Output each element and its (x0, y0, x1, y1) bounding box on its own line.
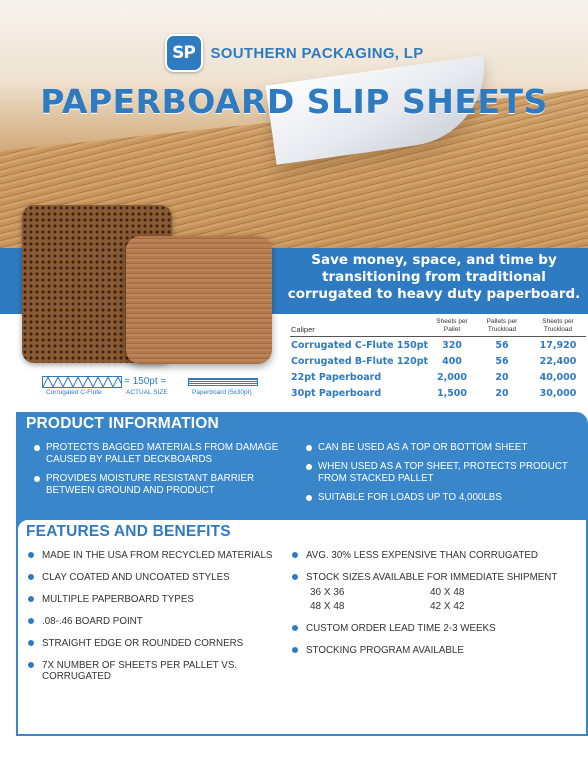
table-cell: 320 (442, 340, 462, 351)
header-sheets-per-truckload: Sheets per Truckload (530, 318, 586, 337)
table-cell: 20 (495, 372, 509, 383)
list-item: STRAIGHT EDGE OR ROUNDED CORNERS (28, 638, 278, 649)
page-title: PAPERBOARD SLIP SHEETS (40, 82, 548, 121)
table-cell: 30,000 (539, 388, 577, 399)
header-pallets-per-truckload: Pallets per Truckload (474, 318, 530, 337)
table-cell: Corrugated B-Flute 120pt (291, 356, 429, 367)
table-row (290, 369, 586, 385)
stock-size: 36 X 36 (310, 587, 345, 598)
table-cell: 22,400 (539, 356, 577, 367)
stock-label: STOCK SIZES AVAILABLE FOR IMMEDIATE SHIPMENT (306, 572, 558, 583)
table-cell: 22pt Paperboard (291, 372, 382, 383)
table-header-row (290, 318, 586, 337)
thickness-comparison (42, 376, 282, 402)
list-item: PROTECTS BAGGED MATERIALS FROM DAMAGE CAUSED BY PALLET DECKBOARDS (34, 442, 296, 466)
table-cell: 56 (495, 356, 509, 367)
list-item: 7X NUMBER OF SHEETS PER PALLET VS. CORRUGATED (28, 660, 278, 682)
header-sheets-per-pallet: Sheets per Pallet (430, 318, 474, 337)
actual-size-caption: ACTUAL SIZE (126, 389, 168, 396)
list-item-stock (292, 572, 576, 612)
list-item: MULTIPLE PAPERBOARD TYPES (28, 594, 278, 605)
corrugated-flute-icon (42, 376, 122, 388)
list-item: PROVIDES MOISTURE RESISTANT BARRIER BETWEEN GROUND AND PRODUCT (34, 473, 296, 497)
table-cell: 17,920 (539, 340, 577, 351)
stock-size: 40 X 48 (430, 587, 465, 598)
table-cell: 56 (495, 340, 509, 351)
list-item: SUITABLE FOR LOADS UP TO 4,000LBS (306, 492, 578, 504)
list-item: CUSTOM ORDER LEAD TIME 2-3 WEEKS (292, 623, 576, 634)
comparison-equals: = 150pt = (124, 376, 167, 387)
table-row (290, 337, 586, 354)
list-item: MADE IN THE USA FROM RECYCLED MATERIALS (28, 550, 278, 561)
brand-header (0, 34, 588, 72)
spec-table (290, 318, 586, 401)
paperboard-layers-icon (188, 378, 258, 386)
paperboard-caption: Paperboard (5x30pt) (192, 389, 252, 396)
header-caliper: Caliper (290, 318, 430, 337)
features-list-right (292, 550, 576, 667)
product-info-list-left (34, 442, 296, 504)
list-item: AVG. 30% LESS EXPENSIVE THAN CORRUGATED (292, 550, 576, 561)
table-cell: 30pt Paperboard (291, 388, 382, 399)
list-item: WHEN USED AS A TOP SHEET, PROTECTS PRODUCT FROM STACKED PALLET (306, 461, 578, 485)
table-row (290, 353, 586, 369)
table-cell: 20 (495, 388, 509, 399)
table-row (290, 385, 586, 401)
company-name: SOUTHERN PACKAGING, LP (210, 44, 424, 62)
list-item: STOCKING PROGRAM AVAILABLE (292, 645, 576, 656)
table-cell: 40,000 (539, 372, 577, 383)
features-heading: FEATURES AND BENEFITS (26, 523, 231, 540)
table-cell: 400 (442, 356, 462, 367)
table-cell: Corrugated C-Flute 150pt (291, 340, 429, 351)
corrugated-caption: Corrugated C-Flute (46, 389, 102, 396)
company-logo: SP (165, 34, 203, 72)
list-item: CLAY COATED AND UNCOATED STYLES (28, 572, 278, 583)
list-item: .08-.46 BOARD POINT (28, 616, 278, 627)
table-cell: 2,000 (436, 372, 468, 383)
tagline: Save money, space, and time by transitioning from traditional corrugated to heavy duty paperboard. (287, 252, 581, 302)
product-information-heading: PRODUCT INFORMATION (26, 415, 219, 432)
table-cell: 1,500 (436, 388, 468, 399)
stock-sizes (306, 587, 576, 612)
stock-size: 42 X 42 (430, 601, 465, 612)
paperboard-sample-image (126, 236, 272, 364)
stock-size: 48 X 48 (310, 601, 345, 612)
list-item: CAN BE USED AS A TOP OR BOTTOM SHEET (306, 442, 578, 454)
features-list-left (28, 550, 278, 693)
product-info-list-right (306, 442, 578, 511)
